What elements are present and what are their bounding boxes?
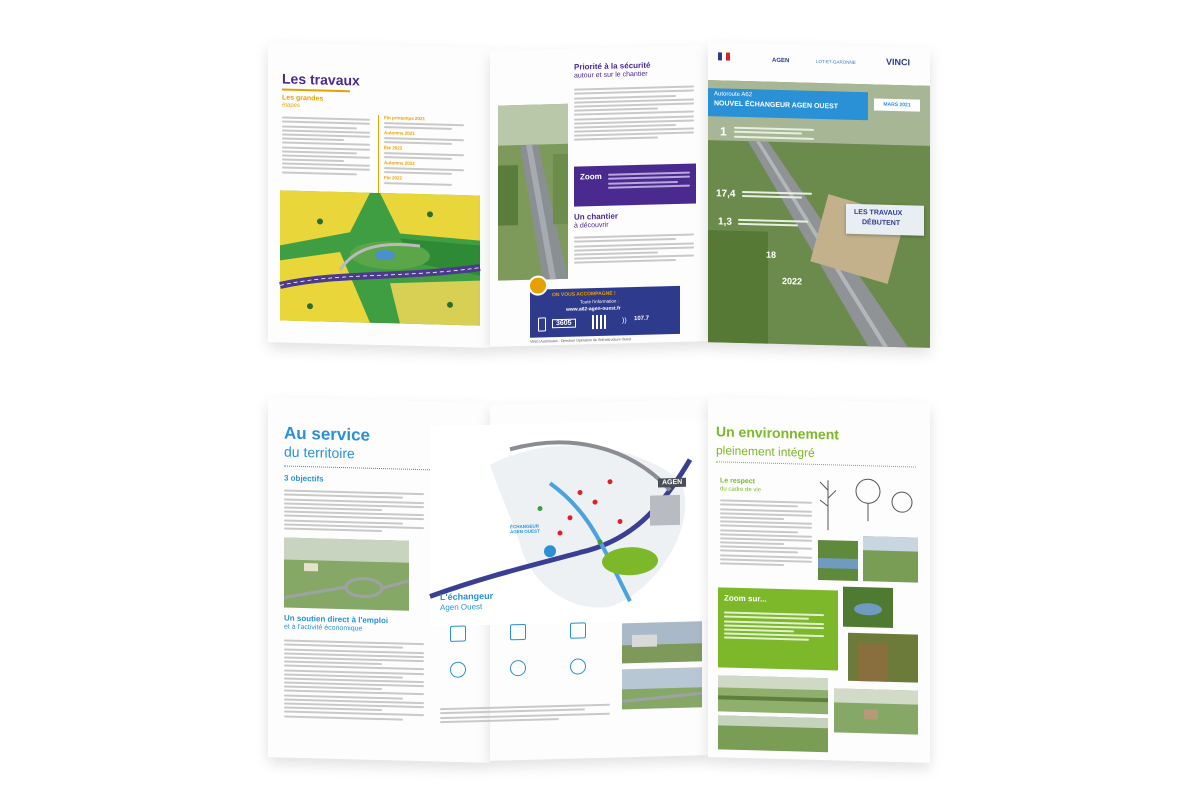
intro-text — [282, 114, 370, 177]
map-label-echangeur: ÉCHANGEUR AGEN OUEST — [510, 523, 540, 535]
landscape-photo-3 — [718, 715, 828, 752]
service-subtitle: du territoire — [284, 443, 355, 462]
contact-heading: ON VOUS ACCOMPAGNE ! — [552, 290, 616, 299]
chantier-title: Un chantier — [574, 211, 619, 222]
environment-subtitle: pleinement intégré — [716, 443, 815, 460]
zoom-box — [574, 163, 696, 206]
safety-subtitle: autour et sur le chantier — [574, 70, 648, 80]
republic-logo — [718, 52, 730, 60]
feature-icon — [570, 622, 586, 638]
employment-subtitle: et à l'activité économique — [284, 623, 363, 633]
feature-icon — [570, 658, 586, 674]
subtitle-2: étapes — [282, 102, 301, 109]
footer-line-1: VINCI Autoroutes - Direction Opération de l'Infrastructure Ouest — [530, 337, 632, 344]
interchange-title: L'échangeur — [440, 590, 494, 603]
radio-icon: )) — [622, 317, 627, 325]
top-right-panel — [708, 42, 930, 348]
chantier-text — [574, 232, 694, 267]
stat-2: 17,4 — [716, 188, 736, 200]
bottom-right-panel — [708, 397, 930, 763]
nature-photo-2 — [863, 536, 918, 582]
landscape-photo-1 — [718, 675, 828, 714]
interchange-rendering-2 — [622, 667, 702, 709]
site-map-illustration — [280, 190, 480, 325]
stat-1-text — [734, 125, 814, 142]
subtitle: Les grandes — [282, 94, 324, 103]
contact-sub: Toute l'information : — [580, 298, 619, 305]
interchange-text — [440, 702, 610, 725]
timeline-item: Été 2022 — [376, 145, 476, 163]
chantier-subtitle: à découvrir — [574, 221, 609, 230]
top-left-panel — [268, 42, 490, 348]
feature-icon — [510, 660, 526, 676]
feature-icon — [450, 625, 466, 641]
cover-header — [708, 88, 868, 120]
nature-photo-3 — [843, 587, 893, 628]
vinci-logo: VINCI — [886, 56, 911, 68]
respect-text — [720, 497, 812, 569]
interchange-rendering-1 — [622, 621, 702, 663]
works-banner — [846, 204, 924, 236]
lot-et-garonne-logo: LOT-ET-GARONNE — [816, 58, 856, 65]
timeline — [376, 115, 476, 193]
agen-logo: AGEN — [772, 57, 790, 65]
top-middle-panel — [490, 45, 708, 347]
roundabout-photo — [284, 538, 409, 611]
safety-title: Priorité à la sécurité — [574, 60, 651, 72]
timeline-item: Automne 2022 — [376, 160, 476, 178]
aerial-highway-photo — [498, 104, 568, 281]
stat-3: 1,3 — [718, 216, 732, 228]
logo-row — [718, 50, 923, 79]
stat-3-text — [738, 217, 808, 229]
nature-photo-4 — [848, 633, 918, 683]
contact-radio: 107.7 — [634, 315, 650, 323]
stat-1: 1 — [720, 124, 727, 139]
works-banner-line2: DÉBUTENT — [862, 219, 901, 228]
contact-url: www.a62-agen-ouest.fr — [566, 305, 621, 313]
stat-2-text — [742, 189, 812, 201]
stat-4: 18 — [766, 249, 777, 260]
timeline-item: Automne 2021 — [376, 130, 476, 148]
contact-box — [530, 286, 680, 338]
bottom-middle-panel — [440, 399, 708, 761]
zoom-sur-label: Zoom sur... — [724, 593, 767, 604]
zoom-sur-box — [718, 587, 838, 670]
objectives-title: 3 objectifs — [284, 473, 324, 484]
zoom-label: Zoom — [580, 171, 602, 182]
section-title: Les travaux — [282, 70, 360, 89]
date-badge: MARS 2021 — [874, 98, 920, 111]
green-dotted-divider — [716, 461, 916, 467]
qr-code-icon — [592, 315, 606, 329]
employment-title: Un soutien direct à l'emploi — [284, 613, 389, 626]
landscape-photo-2 — [834, 688, 918, 734]
safety-text — [574, 84, 694, 144]
employment-text — [284, 638, 424, 723]
timeline-item: Fin 2022 — [376, 175, 476, 193]
works-banner-line1: LES TRAVAUX — [854, 208, 903, 218]
user-icon — [528, 275, 548, 296]
map-label-agen: AGEN — [658, 478, 686, 488]
title-underline — [282, 88, 350, 92]
cover-title: NOUVEL ÉCHANGEUR AGEN OUEST — [714, 100, 839, 111]
service-title: Au service — [284, 423, 370, 445]
respect-title: Le respect — [720, 477, 756, 486]
plant-sketches — [818, 470, 918, 538]
objectives-text — [284, 488, 424, 536]
cover-kicker: Autoroute A62 — [714, 91, 753, 99]
environment-title: Un environnement — [716, 423, 839, 443]
feature-icon — [450, 661, 466, 677]
contact-phone: 3605 — [552, 319, 576, 329]
phone-icon — [538, 317, 546, 331]
features-grid — [450, 621, 620, 695]
feature-icon — [510, 624, 526, 640]
nature-photo-1 — [818, 540, 858, 581]
timeline-item: Fin printemps 2021 — [376, 115, 476, 133]
respect-subtitle: du cadre de vie — [720, 486, 762, 494]
stat-5: 2022 — [782, 276, 803, 287]
interchange-subtitle: Agen Ouest — [440, 602, 483, 613]
